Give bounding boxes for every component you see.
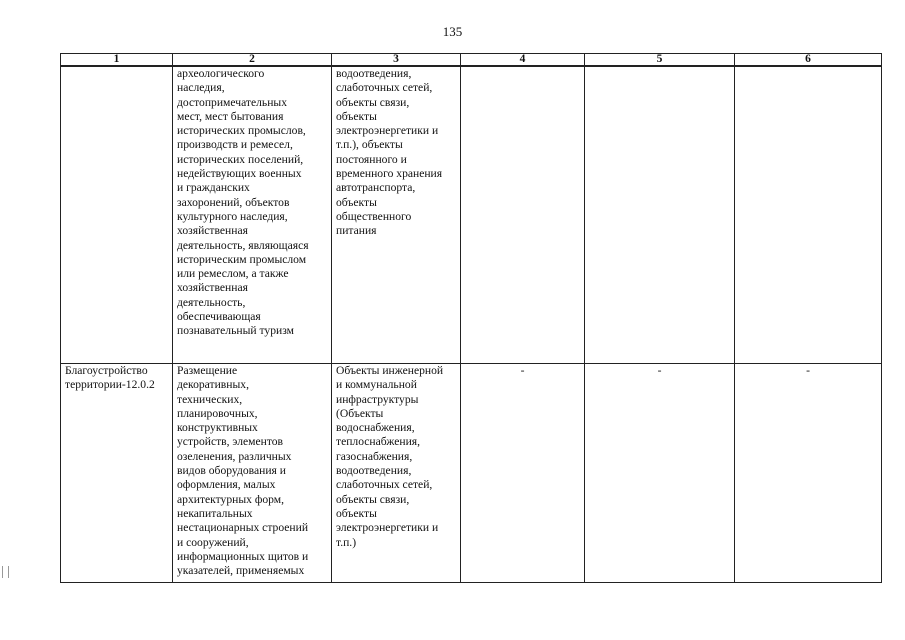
column-header-2: 2 [173,54,332,67]
header-row [61,54,882,67]
column-header-4: 4 [461,54,585,67]
cell-column-5 [585,66,735,364]
scan-margin-mark [2,566,9,578]
column-header-6: 6 [735,54,882,67]
page-number: 135 [442,24,463,39]
cell-column-4: - [461,364,585,583]
cell-column-4 [461,66,585,364]
cell-column-6 [735,66,882,364]
cell-column-6: - [735,364,882,583]
cell-land-use-name: Благоустройство территории-12.0.2 [61,364,173,583]
cell-land-use-description: археологического наследия, достопримечательных мест, мест бытования исторических промыслов, производств и ремесел, исторических поселений, недействующих военных и гражданских захоронений, объектов культурного наследия, хозяйственная деятельность, являющаяся историческим промыслом или ремеслом, а также хозяйственная деятельность, обеспечивающая познавательный туризм [173,66,332,364]
column-header-5: 5 [585,54,735,67]
table-row [61,66,882,364]
cell-land-use-description: Размещение декоративных, технических, планировочных, конструктивных устройств, элементов озеленения, различных видов оборудования и оформления, малых архитектурных форм, некапитальных нестационарных строений и сооружений, информационных щитов и указателей, применяемых [173,364,332,583]
cell-permitted-objects: водоотведения, слаботочных сетей, объекты связи, объекты электроэнергетики и т.п.), объекты постоянного и временного хранения автотранспорта, объекты общественного питания [332,66,461,364]
column-header-3: 3 [332,54,461,67]
table-row [61,364,882,583]
cell-land-use-name [61,66,173,364]
column-header-1: 1 [61,54,173,67]
cell-column-5: - [585,364,735,583]
cell-permitted-objects: Объекты инженерной и коммунальной инфраструктуры (Объекты водоснабжения, теплоснабжения, газоснабжения, водоотведения, слаботочных сетей, объекты связи, объекты электроэнергетики и т.п.) [332,364,461,583]
land-use-table [60,53,882,583]
